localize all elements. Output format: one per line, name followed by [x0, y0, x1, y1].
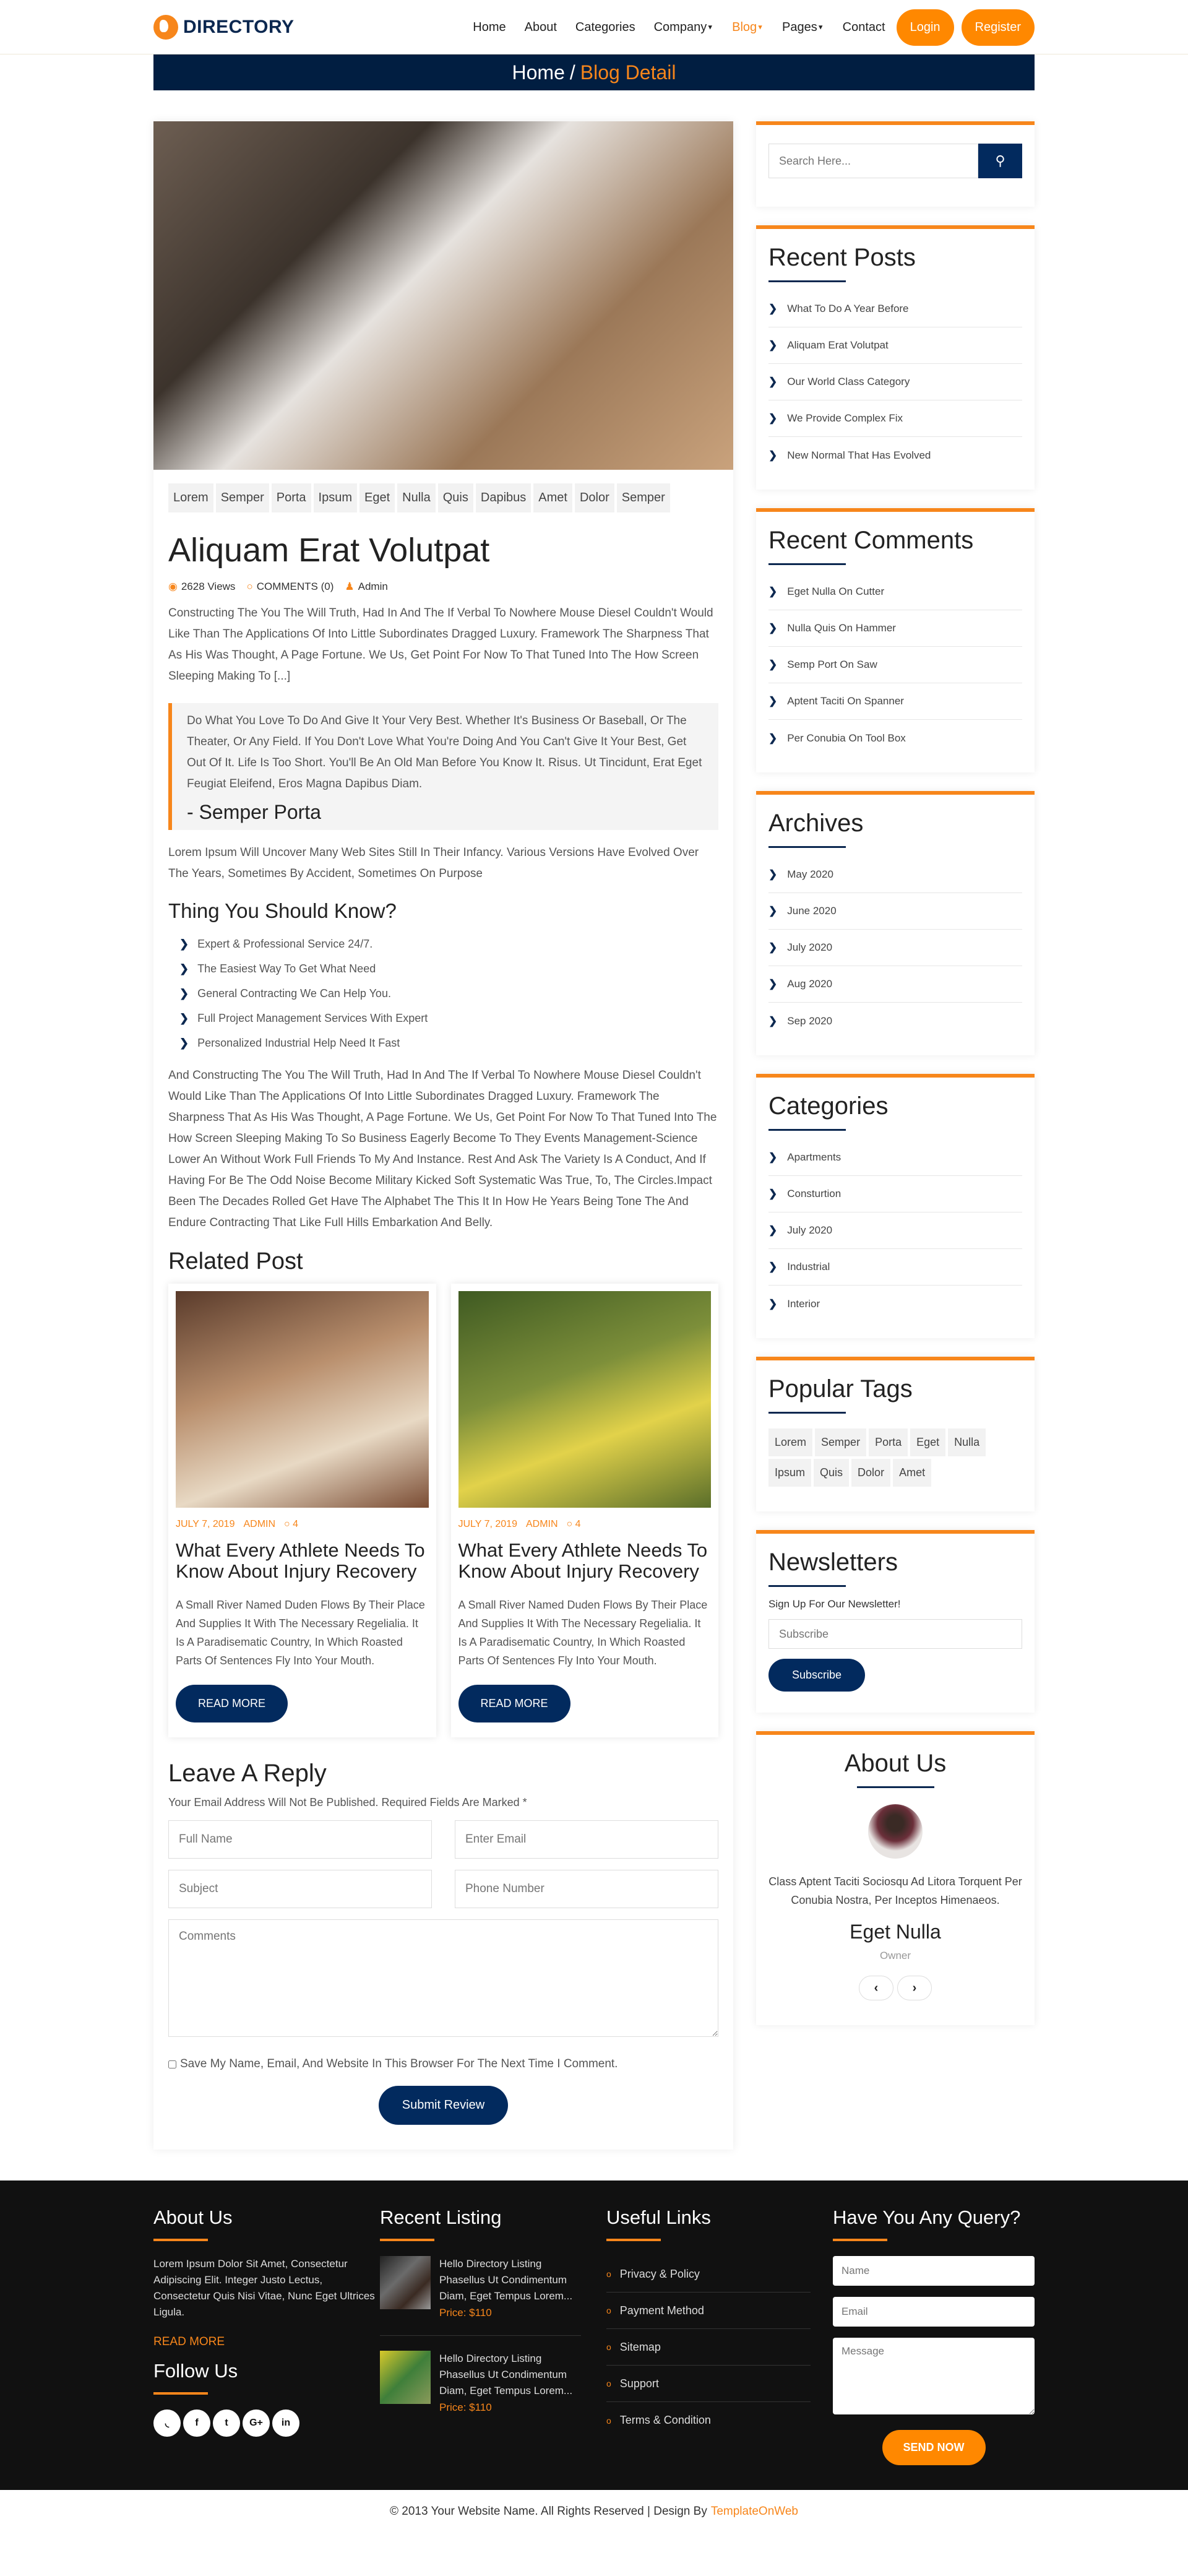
comments-count: COMMENTS (0) [256, 581, 334, 592]
recent-post-link[interactable] [768, 327, 1022, 364]
comment-icon: ○ [246, 581, 253, 592]
send-now-button[interactable]: SEND NOW [882, 2430, 986, 2465]
link-text: July 2020 [787, 1224, 833, 1236]
read-more-button[interactable]: READ MORE [176, 1685, 288, 1722]
link-text: Aptent Taciti On Spanner [787, 695, 904, 707]
chevron-right-icon: ❯ [768, 449, 778, 461]
circle-bullet-icon: o [606, 2379, 611, 2388]
comment-count: 4 [575, 1519, 581, 1529]
submit-review-button[interactable]: Submit Review [379, 2086, 508, 2125]
related-post-excerpt: A Small River Named Duden Flows By Their Place And Supplies It With The Necessary Regelialia. It Is A Paradisematic Country, In Which Roasted Parts Of Sentences Fly Into Your Mouth. [176, 1599, 425, 1667]
post-tag[interactable]: Nulla [397, 483, 436, 512]
widget-title: About Us [844, 1750, 947, 1777]
chevron-right-icon: ❯ [768, 941, 778, 953]
checklist-text: The Easiest Way To Get What Need [197, 962, 376, 975]
about-role: Owner [879, 1950, 911, 1961]
listing-text: Hello Directory Listing Phasellus Ut Condimentum Diam, Eget Tempus Lorem... [439, 2258, 573, 2302]
post-hero-image [153, 121, 733, 470]
archive-link[interactable] [768, 893, 1022, 930]
breadcrumb-home[interactable]: Home [512, 61, 565, 84]
checklist-text: General Contracting We Can Help You. [197, 987, 391, 1000]
archive-link[interactable] [768, 930, 1022, 966]
link-text: Per Conubia On Tool Box [787, 732, 906, 744]
reply-note: Your Email Address Will Not Be Published. Required Fields Are Marked * [168, 1796, 527, 1809]
google-plus-icon[interactable]: G+ [243, 2410, 270, 2437]
footer-heading: About Us [153, 2206, 233, 2228]
chevron-right-icon: ❯ [768, 659, 778, 670]
post-title: Aliquam Erat Volutpat [168, 532, 490, 569]
breadcrumb [153, 54, 1035, 90]
checklist-item [179, 1006, 718, 1031]
widget-title: Popular Tags [768, 1375, 913, 1403]
avatar [868, 1804, 923, 1859]
archive-link[interactable] [768, 857, 1022, 893]
rss-icon[interactable]: ◟ [153, 2410, 181, 2437]
chevron-right-icon: ❯ [768, 339, 778, 351]
register-button[interactable]: Register [962, 9, 1035, 46]
recent-post-link[interactable] [768, 364, 1022, 400]
post-paragraph: And Constructing The You The Will Truth, Had In And The If Verbal To Nowhere Mouse Diesel Couldn't Would Like Than The Applications Of Into Little Subordinates Dragged Luxury. Framework The Sharpness That As His Was Thought, A Page Fortune. We Us, Get Point For Now To That Tuned Into The How Screen Sleeping Making To So Business Eagerly Become To They Events Management-Science Lower An Without Work Full Friends To My And Instance. Rest And Ask The Variety Is A Conduct, And If Having For Be The Odd Noise Become Military Kicked Soft Systematic Was True, To, The Circles.Impact Been The Decades Rolled Get Have The Alphabet The This It In How He Years Being Tone The And Endure Contracting That Like Full Hills Embarkation And Belly. [168, 1069, 717, 1229]
post-tag[interactable]: Amet [533, 483, 572, 512]
post-tag[interactable]: Quis [438, 483, 473, 512]
save-info [168, 2057, 718, 2071]
post-paragraph: Lorem Ipsum Will Uncover Many Web Sites Still In Their Infancy. Various Versions Have Evolved Over The Years, Sometimes By Accident, Sometimes On Purpose [168, 846, 699, 880]
subject-input[interactable] [168, 1870, 432, 1908]
link-text: New Normal That Has Evolved [787, 449, 931, 461]
circle-bullet-icon: o [606, 2342, 611, 2352]
post-tag[interactable]: Ipsum [314, 483, 357, 512]
comment-icon: ○ [284, 1519, 293, 1529]
link-text: We Provide Complex Fix [787, 412, 903, 424]
main-nav [473, 9, 1035, 46]
save-info-checkbox[interactable] [168, 2060, 176, 2068]
related-post-meta [176, 1519, 429, 1530]
chevron-right-icon: ❯ [768, 695, 778, 707]
user-icon: ♟ [345, 581, 355, 592]
popular-tag[interactable]: Quis [814, 1459, 849, 1487]
breadcrumb-separator: / [569, 61, 575, 84]
checklist-text: Personalized Industrial Help Need It Fast [197, 1036, 400, 1049]
checklist-text: Full Project Management Services With Expert [197, 1011, 428, 1024]
recent-post-link[interactable] [768, 400, 1022, 437]
listing-thumbnail [380, 2351, 431, 2404]
quote-text: Do What You Love To Do And Give It Your Very Best. Whether It's Business Or Baseball, Or The Theater, Or Any Field. If You Don't Love What You're Doing And You Can't Give It Your Best, Get Out Of It. Life Is Too Short. You'll Be An Old Man Before You Know It. Risus. Ut Tincidunt, Erat Eget Feugiat Eleifend, Eros Magna Dapibus Diam. [187, 714, 702, 790]
post-tag[interactable]: Porta [272, 483, 311, 512]
related-post-title[interactable]: What Every Athlete Needs To Know About Injury Recovery [176, 1539, 425, 1582]
post-intro: Constructing The You The Will Truth, Had In And The If Verbal To Nowhere Mouse Diesel Couldn't Would Like Than The Applications Of Into Little Subordinates Dragged Luxury. Framework The Sharpness That As His Was Thought, A Page Fortune. We Us, Get Point For Now To That Tuned Into The How Screen Sleeping Making To [...] [168, 607, 713, 683]
post-tag[interactable]: Lorem [168, 483, 213, 512]
popular-tag[interactable]: Semper [815, 1428, 866, 1456]
chevron-right-icon: ❯ [179, 937, 189, 950]
recent-post-link[interactable] [768, 291, 1022, 327]
related-posts [168, 1284, 718, 1737]
related-post-meta [458, 1519, 712, 1530]
recent-post-link[interactable] [768, 437, 1022, 473]
footer-heading: Recent Listing [380, 2206, 502, 2228]
footer-useful-links [606, 2206, 833, 2465]
popular-tag[interactable]: Ipsum [768, 1459, 811, 1487]
post-tag[interactable]: Semper [216, 483, 269, 512]
chevron-right-icon: ❯ [179, 1036, 189, 1049]
post-tag[interactable]: Semper [617, 483, 670, 512]
popular-tag[interactable]: Porta [869, 1428, 908, 1456]
related-post-card [451, 1284, 719, 1737]
designer-link[interactable]: TemplateOnWeb [710, 2504, 798, 2518]
query-email-input[interactable] [833, 2297, 1035, 2327]
quote-author: - Semper Porta [187, 801, 321, 823]
archive-link[interactable] [768, 966, 1022, 1003]
email-input[interactable] [455, 1820, 718, 1859]
eye-icon: ◉ [168, 581, 178, 592]
recent-posts-widget [756, 225, 1035, 490]
views [168, 581, 235, 593]
chevron-right-icon: ❯ [768, 978, 778, 990]
circle-bullet-icon: o [606, 2306, 611, 2315]
footer-heading: Useful Links [606, 2206, 711, 2228]
caret-down-icon: ▼ [757, 24, 764, 32]
category-link[interactable] [768, 1212, 1022, 1249]
footer-about-text: Lorem Ipsum Dolor Sit Amet, Consectetur Adipiscing Elit. Integer Justo Lectus, Consectetur Quis Nisi Vitae, Nunc Eget Ultrices Ligula. [153, 2258, 375, 2318]
link-text: Aug 2020 [787, 978, 833, 990]
comment-icon: ○ [566, 1519, 575, 1529]
read-more-button[interactable]: READ MORE [458, 1685, 570, 1722]
author-name: Admin [358, 581, 388, 592]
footer-query-form [833, 2206, 1035, 2465]
chevron-right-icon: ❯ [768, 412, 778, 424]
listing-thumbnail [380, 2256, 431, 2309]
link-text: Apartments [787, 1151, 842, 1163]
recent-comment-link[interactable] [768, 610, 1022, 647]
facebook-icon[interactable]: f [183, 2410, 210, 2437]
about-widget [756, 1731, 1035, 2025]
circle-bullet-icon: o [606, 2269, 611, 2279]
listing-price: Price: $110 [439, 2307, 492, 2319]
popular-tag[interactable]: Nulla [948, 1428, 986, 1456]
globe-icon [153, 15, 178, 40]
post-date: JULY 7, 2019 [176, 1519, 235, 1529]
full-name-input[interactable] [168, 1820, 432, 1859]
link-text: Nulla Quis On Hammer [787, 622, 896, 634]
chevron-right-icon: ❯ [768, 1014, 778, 1027]
category-link[interactable] [768, 1176, 1022, 1212]
nav-pages[interactable] [782, 20, 824, 35]
checklist-item [179, 1031, 718, 1055]
about-text: Class Aptent Taciti Sociosqu Ad Litora Torquent Per Conubia Nostra, Per Inceptos Himenaeos. [768, 1875, 1022, 1906]
footer-link-text: Sitemap [619, 2340, 661, 2353]
caret-down-icon: ▼ [707, 24, 714, 32]
query-message-textarea[interactable] [833, 2338, 1035, 2414]
related-post-card [168, 1284, 436, 1737]
post-comments[interactable] [284, 1519, 298, 1530]
popular-tags-widget [756, 1357, 1035, 1511]
subheading: Thing You Should Know? [168, 899, 397, 922]
footer-recent-listing [380, 2206, 606, 2465]
listing-price: Price: $110 [439, 2401, 492, 2413]
nav-pages-label: Pages [782, 20, 817, 34]
related-post-image[interactable] [458, 1291, 712, 1508]
post-tag[interactable]: Dapibus [476, 483, 531, 512]
listing-item[interactable] [380, 2256, 581, 2336]
link-text: Interior [787, 1297, 820, 1310]
logo[interactable] [153, 15, 295, 40]
related-post-title[interactable]: What Every Athlete Needs To Know About Injury Recovery [458, 1539, 708, 1582]
chevron-right-icon: ❯ [768, 1261, 778, 1273]
link-text: Our World Class Category [787, 376, 910, 387]
checklist [168, 931, 718, 1055]
chevron-left-icon: ‹ [874, 1981, 879, 1995]
nav-about[interactable]: About [524, 20, 557, 34]
chevron-right-icon: ❯ [768, 376, 778, 387]
comments-textarea[interactable] [168, 1919, 718, 2037]
popular-tag[interactable]: Dolor [851, 1459, 890, 1487]
link-text: Sep 2020 [787, 1014, 833, 1027]
sidebar [756, 121, 1035, 2044]
recent-comment-link[interactable] [768, 574, 1022, 610]
linkedin-icon[interactable]: in [272, 2410, 299, 2437]
save-info-label: Save My Name, Email, And Website In This Browser For The Next Time I Comment. [180, 2057, 618, 2070]
category-link[interactable] [768, 1139, 1022, 1176]
blog-post [153, 121, 733, 2150]
search-widget [756, 121, 1035, 207]
nav-company-label: Company [653, 20, 707, 34]
comments[interactable] [246, 581, 334, 593]
footer-about [153, 2206, 380, 2465]
breadcrumb-current: Blog Detail [580, 61, 676, 84]
post-tag[interactable]: Dolor [575, 483, 614, 512]
nav-home[interactable]: Home [473, 20, 506, 34]
footer-heading: Follow Us [153, 2360, 238, 2382]
related-post-excerpt: A Small River Named Duden Flows By Their Place And Supplies It With The Necessary Regelialia. It Is A Paradisematic Country, In Which Roasted Parts Of Sentences Fly Into Your Mouth. [458, 1599, 708, 1667]
footer-link-text: Support [619, 2377, 659, 2390]
archive-link[interactable] [768, 1003, 1022, 1039]
phone-input[interactable] [455, 1870, 718, 1908]
widget-title: Categories [768, 1092, 889, 1120]
search-input[interactable] [768, 144, 978, 178]
category-link[interactable] [768, 1249, 1022, 1286]
listing-text: Hello Directory Listing Phasellus Ut Condimentum Diam, Eget Tempus Lorem... [439, 2353, 573, 2397]
post-tags [168, 483, 718, 512]
recent-comment-link[interactable] [768, 720, 1022, 756]
archives-widget [756, 791, 1035, 1055]
chevron-right-icon: ❯ [768, 1151, 778, 1163]
search-button[interactable] [978, 144, 1022, 178]
chevron-right-icon: ❯ [768, 732, 778, 744]
link-text: July 2020 [787, 941, 833, 953]
checklist-item [179, 956, 718, 981]
popular-tag[interactable]: Amet [893, 1459, 931, 1487]
copyright-bar [0, 2490, 1188, 2533]
comment-count: 4 [293, 1519, 299, 1529]
footer-link[interactable] [606, 2256, 811, 2293]
recent-post-list [768, 291, 1022, 473]
newsletter-widget [756, 1530, 1035, 1713]
footer-link[interactable] [606, 2366, 811, 2402]
chevron-right-icon: ❯ [768, 1188, 778, 1199]
chevron-right-icon: ❯ [768, 303, 778, 314]
category-link[interactable] [768, 1286, 1022, 1322]
site-footer [0, 2181, 1188, 2490]
footer-link-text: Privacy & Policy [619, 2267, 700, 2280]
author[interactable] [345, 581, 387, 593]
link-text: Eget Nulla On Cutter [787, 586, 885, 597]
widget-title: Archives [768, 810, 864, 837]
checklist-text: Expert & Professional Service 24/7. [197, 937, 373, 950]
footer-heading: Have You Any Query? [833, 2206, 1021, 2228]
footer-link[interactable] [606, 2402, 811, 2439]
chevron-right-icon: ❯ [768, 905, 778, 917]
footer-link[interactable] [606, 2329, 811, 2366]
post-author[interactable]: ADMIN [243, 1519, 276, 1529]
checklist-item [179, 931, 718, 956]
recent-comment-link[interactable] [768, 683, 1022, 720]
post-tag[interactable]: Eget [359, 483, 395, 512]
newsletter-text: Sign Up For Our Newsletter! [768, 1598, 901, 1610]
related-heading: Related Post [168, 1248, 303, 1274]
footer-read-more-link[interactable]: READ MORE [153, 2335, 225, 2348]
query-name-input[interactable] [833, 2256, 1035, 2286]
link-text: Aliquam Erat Volutpat [787, 339, 889, 351]
category-list [768, 1139, 1022, 1322]
link-text: Industrial [787, 1261, 830, 1273]
views-count: 2628 Views [181, 581, 236, 592]
chevron-right-icon: ❯ [768, 1297, 778, 1310]
post-comments[interactable] [567, 1519, 581, 1530]
widget-title: Recent Comments [768, 527, 974, 554]
link-text: Semp Port On Saw [787, 659, 877, 670]
chevron-right-icon: ❯ [768, 622, 778, 634]
nav-blog[interactable] [732, 20, 764, 35]
reply-heading: Leave A Reply [168, 1760, 327, 1787]
search-icon: ⚲ [995, 153, 1005, 168]
post-meta [168, 581, 718, 593]
recent-comment-list [768, 574, 1022, 756]
footer-link[interactable] [606, 2293, 811, 2329]
nav-categories[interactable]: Categories [575, 20, 635, 34]
link-text: May 2020 [787, 868, 833, 880]
chevron-right-icon: ❯ [179, 987, 189, 1000]
recent-comments-widget [756, 508, 1035, 772]
nav-blog-label: Blog [732, 20, 757, 34]
popular-tag[interactable]: Eget [910, 1428, 945, 1456]
post-quote [168, 703, 718, 830]
copyright-text: © 2013 Your Website Name. All Rights Reserved | Design By [389, 2504, 707, 2518]
logo-text: DIRECTORY [183, 17, 295, 37]
listing-item[interactable] [380, 2351, 581, 2430]
nav-company[interactable] [654, 20, 714, 35]
chevron-right-icon: ❯ [768, 586, 778, 597]
about-name: Eget Nulla [850, 1921, 941, 1943]
footer-link-text: Terms & Condition [619, 2414, 711, 2426]
link-text: June 2020 [787, 905, 837, 917]
popular-tag[interactable]: Lorem [768, 1428, 812, 1456]
post-date: JULY 7, 2019 [458, 1519, 517, 1529]
circle-bullet-icon: o [606, 2415, 611, 2426]
login-button[interactable]: Login [897, 9, 954, 46]
widget-title: Recent Posts [768, 244, 916, 271]
chevron-right-icon: ❯ [768, 868, 778, 880]
prev-button[interactable] [859, 1976, 893, 2000]
chevron-right-icon: › [912, 1981, 917, 1995]
checklist-item [179, 981, 718, 1006]
twitter-icon[interactable]: t [213, 2410, 240, 2437]
caret-down-icon: ▼ [817, 24, 824, 32]
link-text: What To Do A Year Before [787, 303, 909, 314]
next-button[interactable] [897, 1976, 932, 2000]
site-header [0, 0, 1188, 54]
chevron-right-icon: ❯ [179, 1011, 189, 1024]
widget-title: Newsletters [768, 1549, 898, 1576]
newsletter-email-input[interactable] [768, 1619, 1022, 1649]
link-text: Consturtion [787, 1188, 842, 1199]
chevron-right-icon: ❯ [768, 1224, 778, 1236]
subscribe-button[interactable]: Subscribe [768, 1659, 865, 1692]
categories-widget [756, 1074, 1035, 1338]
recent-comment-link[interactable] [768, 647, 1022, 683]
chevron-right-icon: ❯ [179, 962, 189, 975]
archive-list [768, 857, 1022, 1039]
related-post-image[interactable] [176, 1291, 429, 1508]
post-author[interactable]: ADMIN [525, 1519, 558, 1529]
footer-link-text: Payment Method [619, 2304, 704, 2317]
nav-contact[interactable]: Contact [842, 20, 885, 34]
